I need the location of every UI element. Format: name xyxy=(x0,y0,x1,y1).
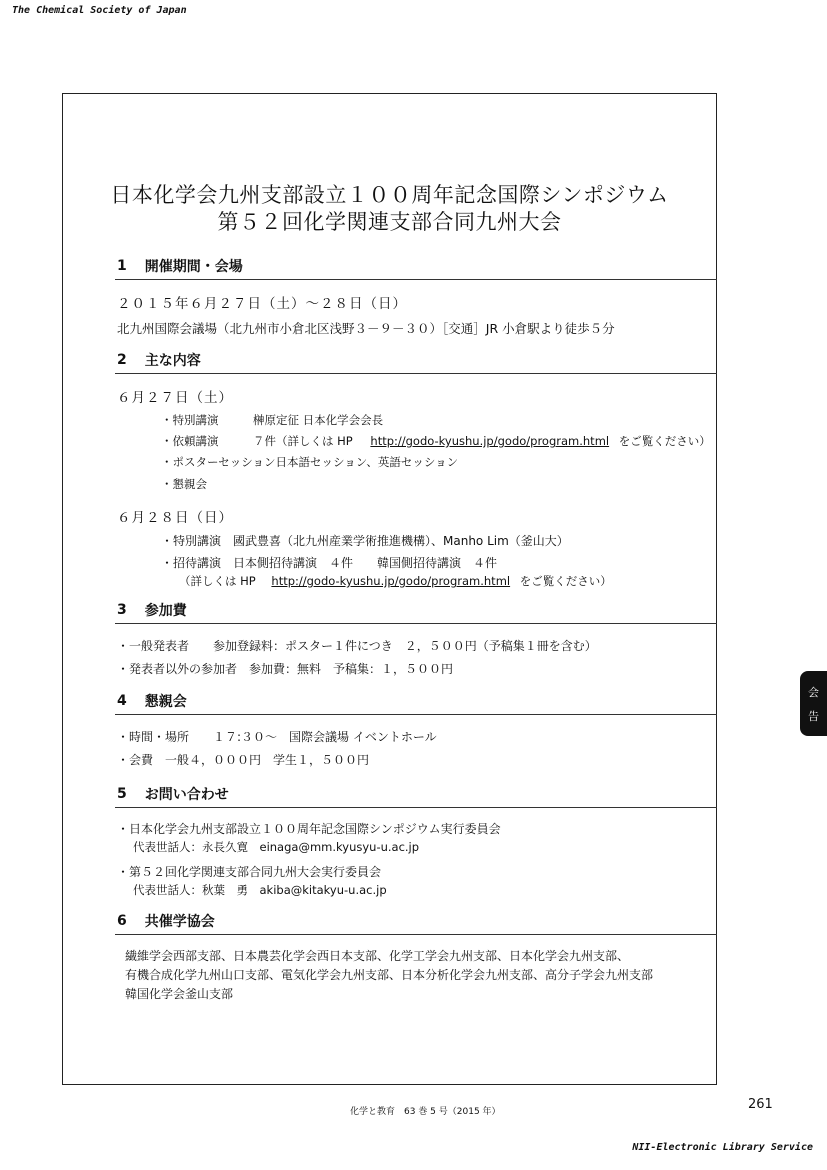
section-1-heading xyxy=(115,256,715,276)
detail-text-end: をご覧ください） xyxy=(519,574,612,588)
co-sponsors-line3: 韓国化学会釜山支部 xyxy=(125,987,234,1001)
event-date: ２０１５年６月２７日（土）～２８日（日） xyxy=(117,296,407,312)
main-title: 日本化学会九州支部設立１００周年記念国際シンポジウム xyxy=(110,183,669,207)
day2-date: ６月２８日（日） xyxy=(117,510,233,526)
section-title: 共催学協会 xyxy=(144,914,215,930)
co-sponsors-line2: 有機合成化学九州山口支部、電気化学会九州支部、日本分析化学会九州支部、高分子学会九州支部 xyxy=(125,968,654,982)
side-tab-char: 告 xyxy=(808,709,819,723)
society-header: The Chemical Society of Japan xyxy=(12,5,187,16)
section-title: お問い合わせ xyxy=(144,787,229,803)
section-number: 5 xyxy=(117,786,127,802)
section-divider xyxy=(115,934,717,935)
reception-time-place: ・時間・場所 １７:３０～ 国際会議場 イベントホール xyxy=(117,730,437,744)
reception-fee: ・会費 一般４，０００円 学生１，５００円 xyxy=(117,753,370,767)
section-number: 3 xyxy=(117,602,127,618)
day1-date: ６月２７日（土） xyxy=(117,390,233,406)
section-4-heading xyxy=(115,691,715,711)
section-divider xyxy=(115,279,717,280)
sub-title: 第５２回化学関連支部合同九州大会 xyxy=(217,210,562,234)
announcement-frame xyxy=(62,93,717,1085)
nii-footer: NII-Electronic Library Service xyxy=(632,1142,813,1153)
section-number: 6 xyxy=(117,913,127,929)
announcement-side-tab xyxy=(800,671,827,736)
section-5-heading xyxy=(115,784,715,804)
invited-text: ・依頼講演 ７件（詳しくは HP xyxy=(161,434,353,448)
section-2-heading xyxy=(115,350,715,370)
journal-footer: 化学と教育 63 巻 5 号（2015 年） xyxy=(350,1107,501,1117)
day1-invited-lecture xyxy=(161,433,711,449)
section-divider xyxy=(115,373,717,374)
day2-special-lecture: ・特別講演 國武豊喜（北九州産業学術推進機構）、Manho Lim（釜山大） xyxy=(161,534,569,548)
day1-poster-session: ・ポスターセッション日本語セッション、英語セッション xyxy=(161,455,459,469)
section-title: 参加費 xyxy=(144,603,187,619)
contact-person-2: 代表世話人：秋葉 勇 akiba@kitakyu-u.ac.jp xyxy=(133,883,387,897)
section-title: 開催期間・会場 xyxy=(144,259,243,275)
program-link[interactable]: http://godo-kyushu.jp/godo/program.html xyxy=(271,574,511,588)
fee-attendee: ・発表者以外の参加者 参加費：無料 予稿集：１，５００円 xyxy=(117,662,454,676)
day2-invited-lecture: ・招待講演 日本側招待講演 ４件 韓国側招待講演 ４件 xyxy=(161,556,498,570)
section-number: 2 xyxy=(117,352,127,368)
section-number: 4 xyxy=(117,693,127,709)
section-6-heading xyxy=(115,911,715,931)
invited-text-end: をご覧ください） xyxy=(618,434,711,448)
day2-detail xyxy=(179,573,612,589)
event-venue: 北九州国際会議場（北九州市小倉北区浅野３－９－３０）［交通］JR 小倉駅より徒歩５分 xyxy=(117,321,615,336)
day1-special-lecture: ・特別講演 榊原定征 日本化学会会長 xyxy=(161,413,384,427)
section-number: 1 xyxy=(117,258,127,274)
section-3-heading xyxy=(115,600,715,620)
section-title: 主な内容 xyxy=(144,353,201,369)
section-divider xyxy=(115,623,717,624)
section-divider xyxy=(115,714,717,715)
contact-person-1: 代表世話人：永長久寛 einaga@mm.kyusyu-u.ac.jp xyxy=(133,840,420,854)
detail-text: （詳しくは HP xyxy=(179,574,256,588)
program-link[interactable]: http://godo-kyushu.jp/godo/program.html xyxy=(370,434,610,448)
fee-presenter: ・一般発表者 参加登録料：ポスター１件につき ２，５００円（予稿集１冊を含む） xyxy=(117,639,597,653)
co-sponsors-line1: 繊維学会西部支部、日本農芸化学会西日本支部、化学工学会九州支部、日本化学会九州支部、 xyxy=(125,949,630,963)
day1-reception: ・懇親会 xyxy=(161,477,207,491)
section-divider xyxy=(115,807,717,808)
contact-committee-1: ・日本化学会九州支部設立１００周年記念国際シンポジウム実行委員会 xyxy=(117,822,501,836)
side-tab-char: 会 xyxy=(808,685,819,699)
page-number: 261 xyxy=(748,1097,773,1112)
section-title: 懇親会 xyxy=(144,694,187,710)
contact-committee-2: ・第５２回化学関連支部合同九州大会実行委員会 xyxy=(117,865,382,879)
